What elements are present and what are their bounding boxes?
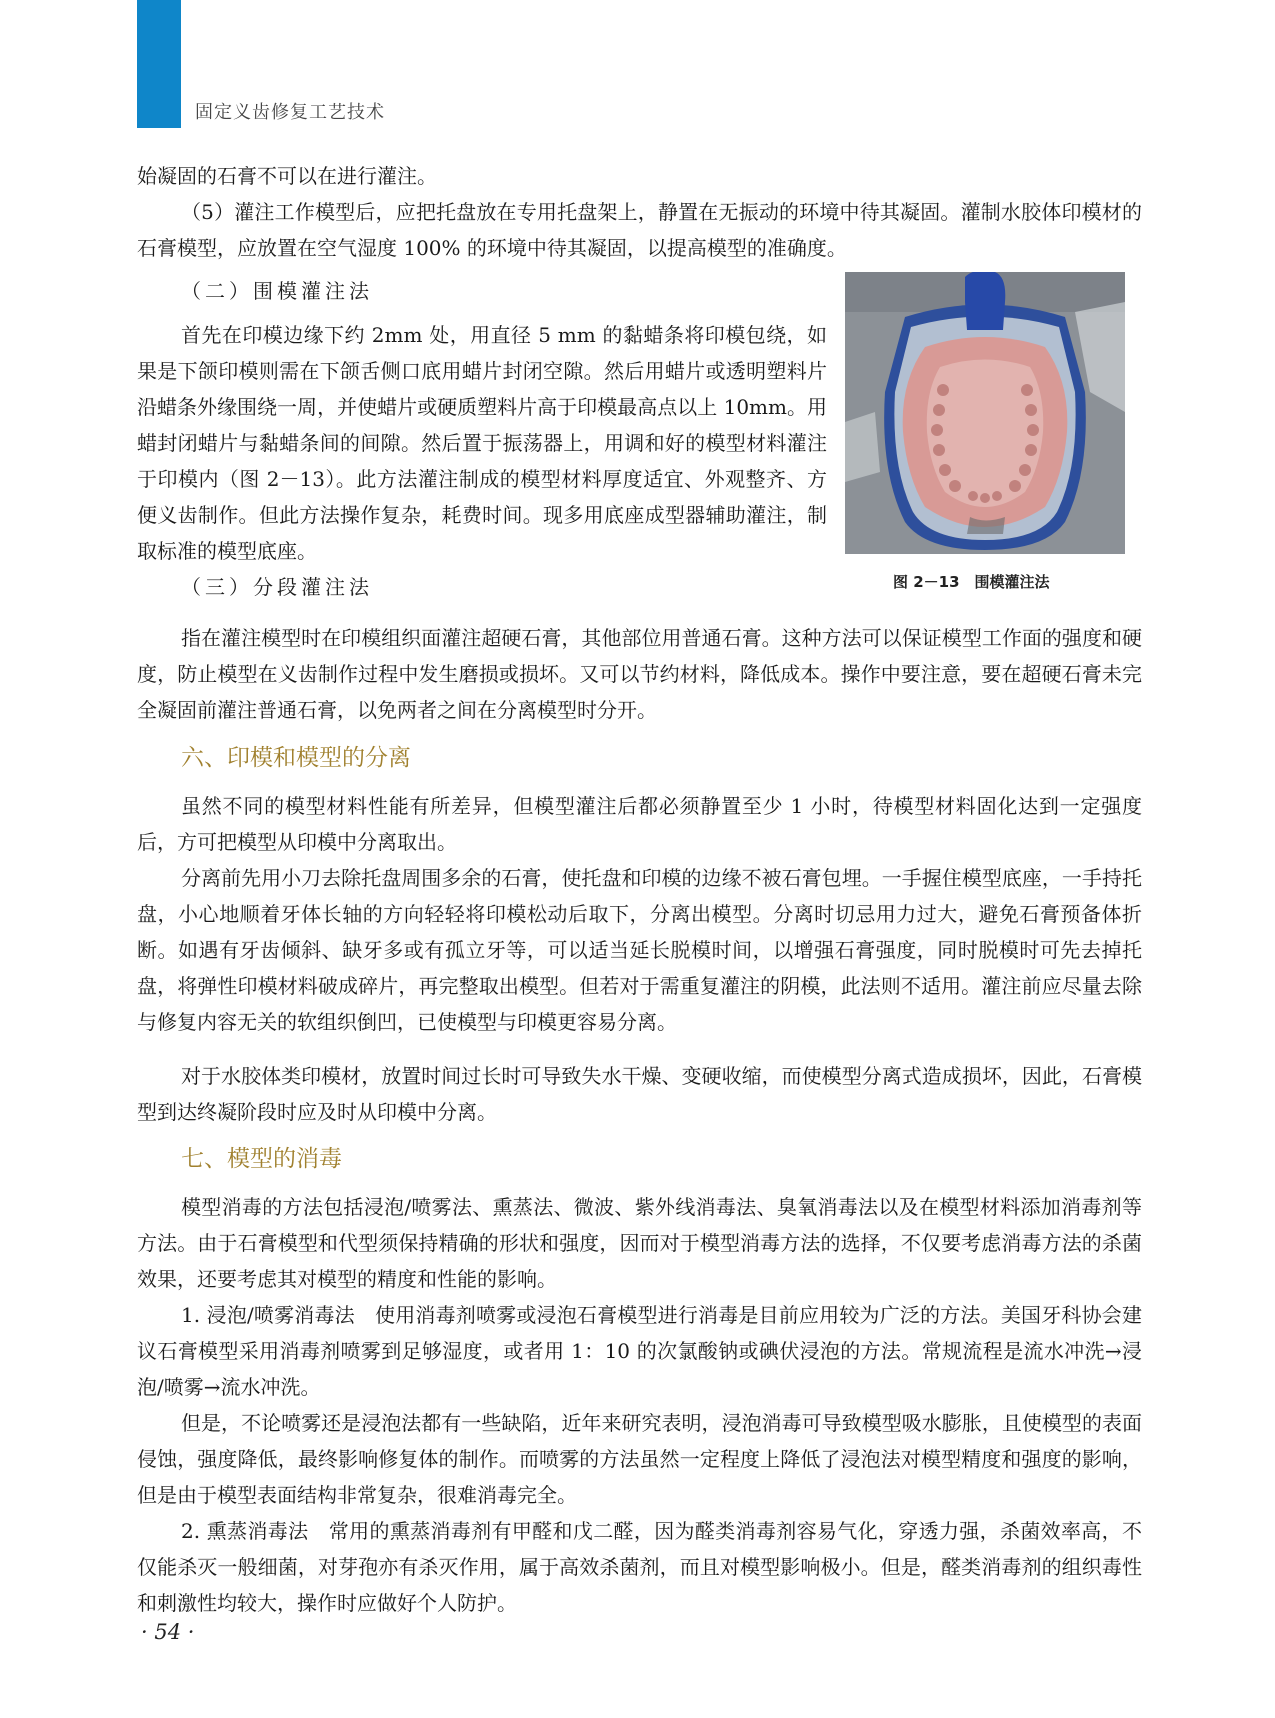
paragraph: （5）灌注工作模型后，应把托盘放在专用托盘架上，静置在无振动的环境中待其凝固。灌制水胶体印模材的石膏模型，应放置在空气湿度 100% 的环境中待其凝固，以提高模型的准确度。 [137,200,1142,260]
header-color-bar [137,0,181,128]
figure-caption: 图 2－13 围模灌注法 [893,573,1050,591]
running-header-title: 固定义齿修复工艺技术 [195,102,385,123]
paragraph: 首先在印模边缘下约 2mm 处，用直径 5 mm 的黏蜡条将印模包绕，如果是下颌印模则需在下颌舌侧口底用蜡片封闭空隙。然后用蜡片或透明塑料片沿蜡条外缘围绕一周，并使蜡片或硬质塑料片高于印模最高点以上 10mm。用蜡封闭蜡片与黏蜡条间的间隙。然后置于振荡器上，用调和好的模型材料灌注于印模内（图 2－13）。此方法灌注制成的模型材料厚度适宜、外观整齐、方便义齿制作。但此方法操作复杂，耗费时间。现多用底座成型器辅助灌注，制取标准的模型底座。 [137,323,827,563]
section-heading: 六、印模和模型的分离 [181,745,411,771]
paragraph: 指在灌注模型时在印模组织面灌注超硬石膏，其他部位用普通石膏。这种方法可以保证模型工作面的强度和硬度，防止模型在义齿制作过程中发生磨损或损坏。又可以节约材料，降低成本。操作中要注意，要在超硬石膏未完全凝固前灌注普通石膏，以免两者之间在分离模型时分开。 [137,626,1142,722]
paragraph: 对于水胶体类印模材，放置时间过长时可导致失水干燥、变硬收缩，而使模型分离式造成损坏，因此，石膏模型到达终凝阶段时应及时从印模中分离。 [137,1064,1142,1124]
figure-image [845,272,1125,554]
paragraph: 始凝固的石膏不可以在进行灌注。 [137,164,437,188]
page-number: · 54 · [141,1620,195,1644]
subsection-heading: （三）分段灌注法 [181,575,373,599]
paragraph: 分离前先用小刀去除托盘周围多余的石膏，使托盘和印模的边缘不被石膏包埋。一手握住模型底座，一手持托盘，小心地顺着牙体长轴的方向轻轻将印模松动后取下，分离出模型。分离时切忌用力过大，避免石膏预备体折断。如遇有牙齿倾斜、缺牙多或有孤立牙等，可以适当延长脱模时间，以增强石膏强度，同时脱模时可先去掉托盘，将弹性印模材料破成碎片，再完整取出模型。但若对于需重复灌注的阴模，此法则不适用。灌注前应尽量去除与修复内容无关的软组织倒凹，已使模型与印模更容易分离。 [137,866,1142,1034]
paragraph: 1. 浸泡/喷雾消毒法 使用消毒剂喷雾或浸泡石膏模型进行消毒是目前应用较为广泛的方法。美国牙科协会建议石膏模型采用消毒剂喷雾到足够湿度，或者用 1：10 的次氯酸钠或碘伏浸泡的方法。常规流程是流水冲洗→浸泡/喷雾→流水冲洗。 [137,1303,1142,1399]
paragraph: 虽然不同的模型材料性能有所差异，但模型灌注后都必须静置至少 1 小时，待模型材料固化达到一定强度后，方可把模型从印模中分离取出。 [137,794,1142,854]
section-heading: 七、模型的消毒 [181,1146,342,1172]
paragraph: 模型消毒的方法包括浸泡/喷雾法、熏蒸法、微波、紫外线消毒法、臭氧消毒法以及在模型材料添加消毒剂等方法。由于石膏模型和代型须保持精确的形状和强度，因而对于模型消毒方法的选择，不仅要考虑消毒方法的杀菌效果，还要考虑其对模型的精度和性能的影响。 [137,1195,1142,1291]
subsection-heading: （二）围模灌注法 [181,279,373,303]
paragraph: 2. 熏蒸消毒法 常用的熏蒸消毒剂有甲醛和戊二醛，因为醛类消毒剂容易气化，穿透力强，杀菌效率高，不仅能杀灭一般细菌，对芽孢亦有杀灭作用，属于高效杀菌剂，而且对模型影响极小。但是，醛类消毒剂的组织毒性和刺激性均较大，操作时应做好个人防护。 [137,1519,1142,1615]
paragraph: 但是，不论喷雾还是浸泡法都有一些缺陷，近年来研究表明，浸泡消毒可导致模型吸水膨胀，且使模型的表面侵蚀，强度降低，最终影响修复体的制作。而喷雾的方法虽然一定程度上降低了浸泡法对模型精度和强度的影响，但是由于模型表面结构非常复杂，很难消毒完全。 [137,1411,1142,1507]
